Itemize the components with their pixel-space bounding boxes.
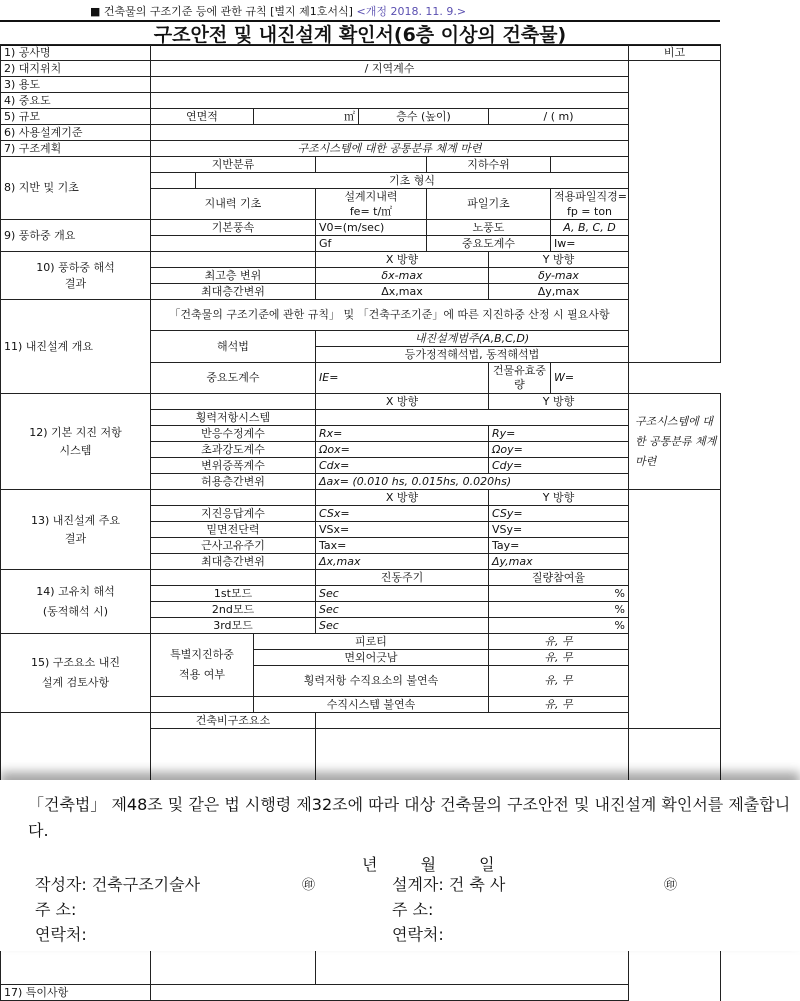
wind-x-direction: X 방향 [316, 252, 489, 268]
mass-participation-label: 질량참여율 [489, 570, 629, 586]
remarks-col-top [629, 61, 721, 363]
designer-contact-field[interactable]: 연락처: [392, 925, 444, 944]
iw-value[interactable]: Iw= [551, 236, 629, 252]
special-load-label-1: 특별지진하중 [170, 648, 234, 661]
rx-value[interactable]: Rx= [316, 426, 489, 442]
v0-value[interactable]: V0=(m/sec) [316, 220, 427, 236]
mode-1-mass[interactable]: % [489, 586, 629, 602]
floors-label: 층수 (높이) [359, 109, 489, 125]
piloti-label: 피로티 [254, 634, 489, 650]
allowable-drift-value[interactable]: Δax= (0.010 hs, 0.015hs, 0.020hs) [316, 474, 629, 490]
csy-value[interactable]: CSy= [489, 506, 629, 522]
seismic-drift-x[interactable]: Δx,max [316, 554, 489, 570]
row-2-value[interactable]: / 지역계수 [151, 61, 629, 77]
row-10-label [1, 252, 151, 300]
row-15-label-2: 설계 검토사항 [41, 676, 110, 689]
page-title: 구조안전 및 내진설계 확인서(6층 이상의 건축물) [0, 20, 720, 46]
lateral-system-value[interactable] [316, 410, 629, 426]
row-12-label-1: 12) 기본 지진 저항 [29, 425, 122, 439]
result-y-direction: Y 방향 [489, 490, 629, 506]
row-2-label: 2) 대지위치 [1, 61, 151, 77]
overstrength-label: 초과강도계수 [151, 442, 316, 458]
row-12-label [1, 394, 151, 490]
result-x-direction: X 방향 [316, 490, 489, 506]
row-13-label-1: 13) 내진설계 주요 [30, 513, 121, 527]
header-prefix: ■ 건축물의 구조기준 등에 관한 규칙 [별지 제1호서식] [90, 5, 353, 18]
vsys-discont-yn[interactable]: 유, 무 [489, 697, 629, 713]
ie-value[interactable]: IE= [316, 363, 489, 394]
row-8-label: 8) 지반 및 기초 [1, 157, 151, 220]
vsys-discont-label: 수직시스템 불연속 [254, 697, 489, 713]
fp-value[interactable]: fp = ton [551, 204, 629, 220]
remarks-label: 비고 [629, 45, 721, 61]
seismic-y-direction: Y 방향 [489, 394, 629, 410]
base-shear-label: 밑면전단력 [151, 522, 316, 538]
author-contact-field[interactable]: 연락처: [35, 925, 87, 944]
top-disp-y[interactable]: δy-max [489, 268, 629, 284]
effective-weight-label: 건물유효중량 [489, 363, 551, 394]
row-13-label-2: 결과 [64, 531, 87, 545]
vertical-discont-yn[interactable]: 유, 무 [489, 666, 629, 697]
special-load-label [151, 634, 254, 697]
designer-field[interactable]: 설계자: 건 축 사 [392, 875, 506, 894]
wind-drift-y[interactable]: Δy,max [489, 284, 629, 300]
row-7-value[interactable]: 구조시스템에 대한 공통분류 체계 마련 [151, 141, 629, 157]
arch-nonstruct-label: 건축비구조요소 [151, 713, 316, 729]
row-13-blank [151, 490, 316, 506]
header-revision: <개정 2018. 11. 9.> [356, 5, 467, 18]
row-9-label: 9) 풍하중 개요 [1, 220, 151, 252]
cdx-value[interactable]: Cdx= [316, 458, 489, 474]
row-14-label-1: 14) 고유치 해석 [36, 584, 115, 598]
bearing-label: 지내력 기초 [151, 189, 316, 220]
w-value[interactable]: W= [551, 363, 629, 394]
offset-label: 면외어긋남 [254, 650, 489, 666]
ground-class-label: 지반분류 [151, 157, 316, 173]
form-header [90, 3, 466, 21]
deflection-amp-label: 변위증폭계수 [151, 458, 316, 474]
remarks-note-1: 구조시스템에 대한 공통분류 체계 마련 [629, 394, 721, 490]
row-13-label [1, 490, 151, 570]
pile-dia-label: 적용파일직경= [551, 189, 629, 205]
vsx-value[interactable]: VSx= [316, 522, 489, 538]
design-bearing-label: 설계지내력 [316, 189, 427, 205]
row-15-blank [151, 697, 254, 713]
mode-1-period[interactable]: Sec [316, 586, 489, 602]
row-4-label: 4) 중요도 [1, 93, 151, 109]
seismic-note: 「건축물의 구조기준에 관한 규칙」 및 「건축구조기준」에 따른 지진하중 산정 시 필요사항 [151, 300, 629, 331]
seismic-category[interactable]: 내진설계범주(A,B,C,D) [316, 331, 629, 347]
cdy-value[interactable]: Cdy= [489, 458, 629, 474]
mode-3-label: 3rd모드 [151, 618, 316, 634]
area-unit[interactable]: ㎡ [254, 109, 359, 125]
seismic-x-direction: X 방향 [316, 394, 489, 410]
mode-2-mass[interactable]: % [489, 602, 629, 618]
exposure-label: 노풍도 [427, 220, 551, 236]
omega-x-value[interactable]: Ωox= [316, 442, 489, 458]
date-month: 월 [420, 855, 439, 874]
piloti-yn[interactable]: 유, 무 [489, 634, 629, 650]
row-9-blank [151, 236, 316, 252]
row-3-label: 3) 용도 [1, 77, 151, 93]
omega-y-value[interactable]: Ωoy= [489, 442, 629, 458]
mode-3-mass[interactable]: % [489, 618, 629, 634]
pile-label: 파일기초 [427, 189, 551, 220]
designer-seal-icon: ㊞ [664, 878, 678, 893]
mode-2-label: 2nd모드 [151, 602, 316, 618]
row-10-blank [151, 252, 316, 268]
row-1-value[interactable] [151, 45, 629, 61]
seismic-drift-label: 최대층간변위 [151, 554, 316, 570]
author-field[interactable]: 작성자: 건축구조기술사 [35, 875, 201, 894]
vertical-discont-label: 횡력저항 수직요소의 불연속 [254, 666, 489, 697]
remarks-col-mid [629, 490, 721, 729]
exposure-value[interactable]: A, B, C, D [551, 220, 629, 236]
tay-value[interactable]: Tay= [489, 538, 629, 554]
mode-3-period[interactable]: Sec [316, 618, 489, 634]
seismic-coef-label: 지진응답계수 [151, 506, 316, 522]
seismic-drift-y[interactable]: Δy,max [489, 554, 629, 570]
declaration-text: 「건축법」 제48조 및 같은 법 시행령 제32조에 따라 대상 건축물의 구조안전 및 내진설계 확인서를 제출합니다. [28, 795, 791, 840]
declaration-panel [0, 780, 800, 951]
mode-1-label: 1st모드 [151, 586, 316, 602]
row-6-value[interactable] [151, 125, 629, 141]
top-disp-x[interactable]: δx-max [316, 268, 489, 284]
lateral-system-label: 횡력저항시스템 [151, 410, 316, 426]
foundation-type-label: 기초 형식 [196, 173, 629, 189]
author-seal-icon: ㊞ [302, 878, 316, 893]
row-3-value[interactable] [151, 77, 629, 93]
approx-period-label: 근사고유주기 [151, 538, 316, 554]
tax-value[interactable]: Tax= [316, 538, 489, 554]
row-10-label-2: 결과 [64, 276, 87, 290]
groundwater-value[interactable] [551, 157, 629, 173]
arch-nonstruct-value[interactable] [316, 713, 629, 729]
row-8-blank [151, 173, 196, 189]
designer-address-field[interactable]: 주 소: [392, 900, 434, 919]
wind-drift-label: 최대층간변위 [151, 284, 316, 300]
row-17-value[interactable] [151, 985, 629, 1001]
ry-value[interactable]: Ry= [489, 426, 629, 442]
date-year: 년 [362, 855, 380, 874]
vib-period-label: 진동주기 [316, 570, 489, 586]
row-17-label: 17) 특이사항 [1, 985, 151, 1001]
wind-y-direction: Y 방향 [489, 252, 629, 268]
vsy-value[interactable]: VSy= [489, 522, 629, 538]
row-12-blank [151, 394, 316, 410]
gf-value[interactable]: Gf [316, 236, 427, 252]
allowable-drift-label: 허용층간변위 [151, 474, 316, 490]
row-14-blank [151, 570, 316, 586]
row-11-label: 11) 내진설계 개요 [1, 300, 151, 394]
row-7-label: 7) 구조계획 [1, 141, 151, 157]
seismic-importance-label: 중요도계수 [151, 363, 316, 394]
area-label: 연면적 [151, 109, 254, 125]
row-12-label-2: 시스템 [59, 443, 92, 457]
row-14-label-2: (동적해석 시) [42, 604, 109, 618]
wind-drift-x[interactable]: Δx,max [316, 284, 489, 300]
top-disp-label: 최고층 변위 [151, 268, 316, 284]
row-14-label [1, 570, 151, 634]
ground-class-value[interactable] [316, 157, 427, 173]
analysis-method-value[interactable]: 등가정적해석법, 동적해석법 [316, 347, 629, 363]
basic-wind-label: 기본풍속 [151, 220, 316, 236]
row-4-value[interactable] [151, 93, 629, 109]
date-day: 일 [479, 855, 497, 874]
row-6-label: 6) 사용설계기준 [1, 125, 151, 141]
row-15-label-1: 15) 구조요소 내진 [30, 656, 121, 669]
wind-importance-label: 중요도계수 [427, 236, 551, 252]
row-5-label: 5) 규모 [1, 109, 151, 125]
mode-2-period[interactable]: Sec [316, 602, 489, 618]
groundwater-label: 지하수위 [427, 157, 551, 173]
response-coef-label: 반응수정계수 [151, 426, 316, 442]
row-15-label [1, 634, 151, 713]
csx-value[interactable]: CSx= [316, 506, 489, 522]
floors-value[interactable]: / ( m) [489, 109, 629, 125]
row-1-label: 1) 공사명 [1, 45, 151, 61]
author-address-field[interactable]: 주 소: [35, 900, 77, 919]
fe-value[interactable]: fe= t/㎡ [316, 204, 427, 220]
special-load-label-2: 적용 여부 [178, 668, 225, 681]
offset-yn[interactable]: 유, 무 [489, 650, 629, 666]
row-10-label-1: 10) 풍하중 해석 [36, 260, 115, 274]
analysis-method-label: 해석법 [151, 331, 316, 363]
